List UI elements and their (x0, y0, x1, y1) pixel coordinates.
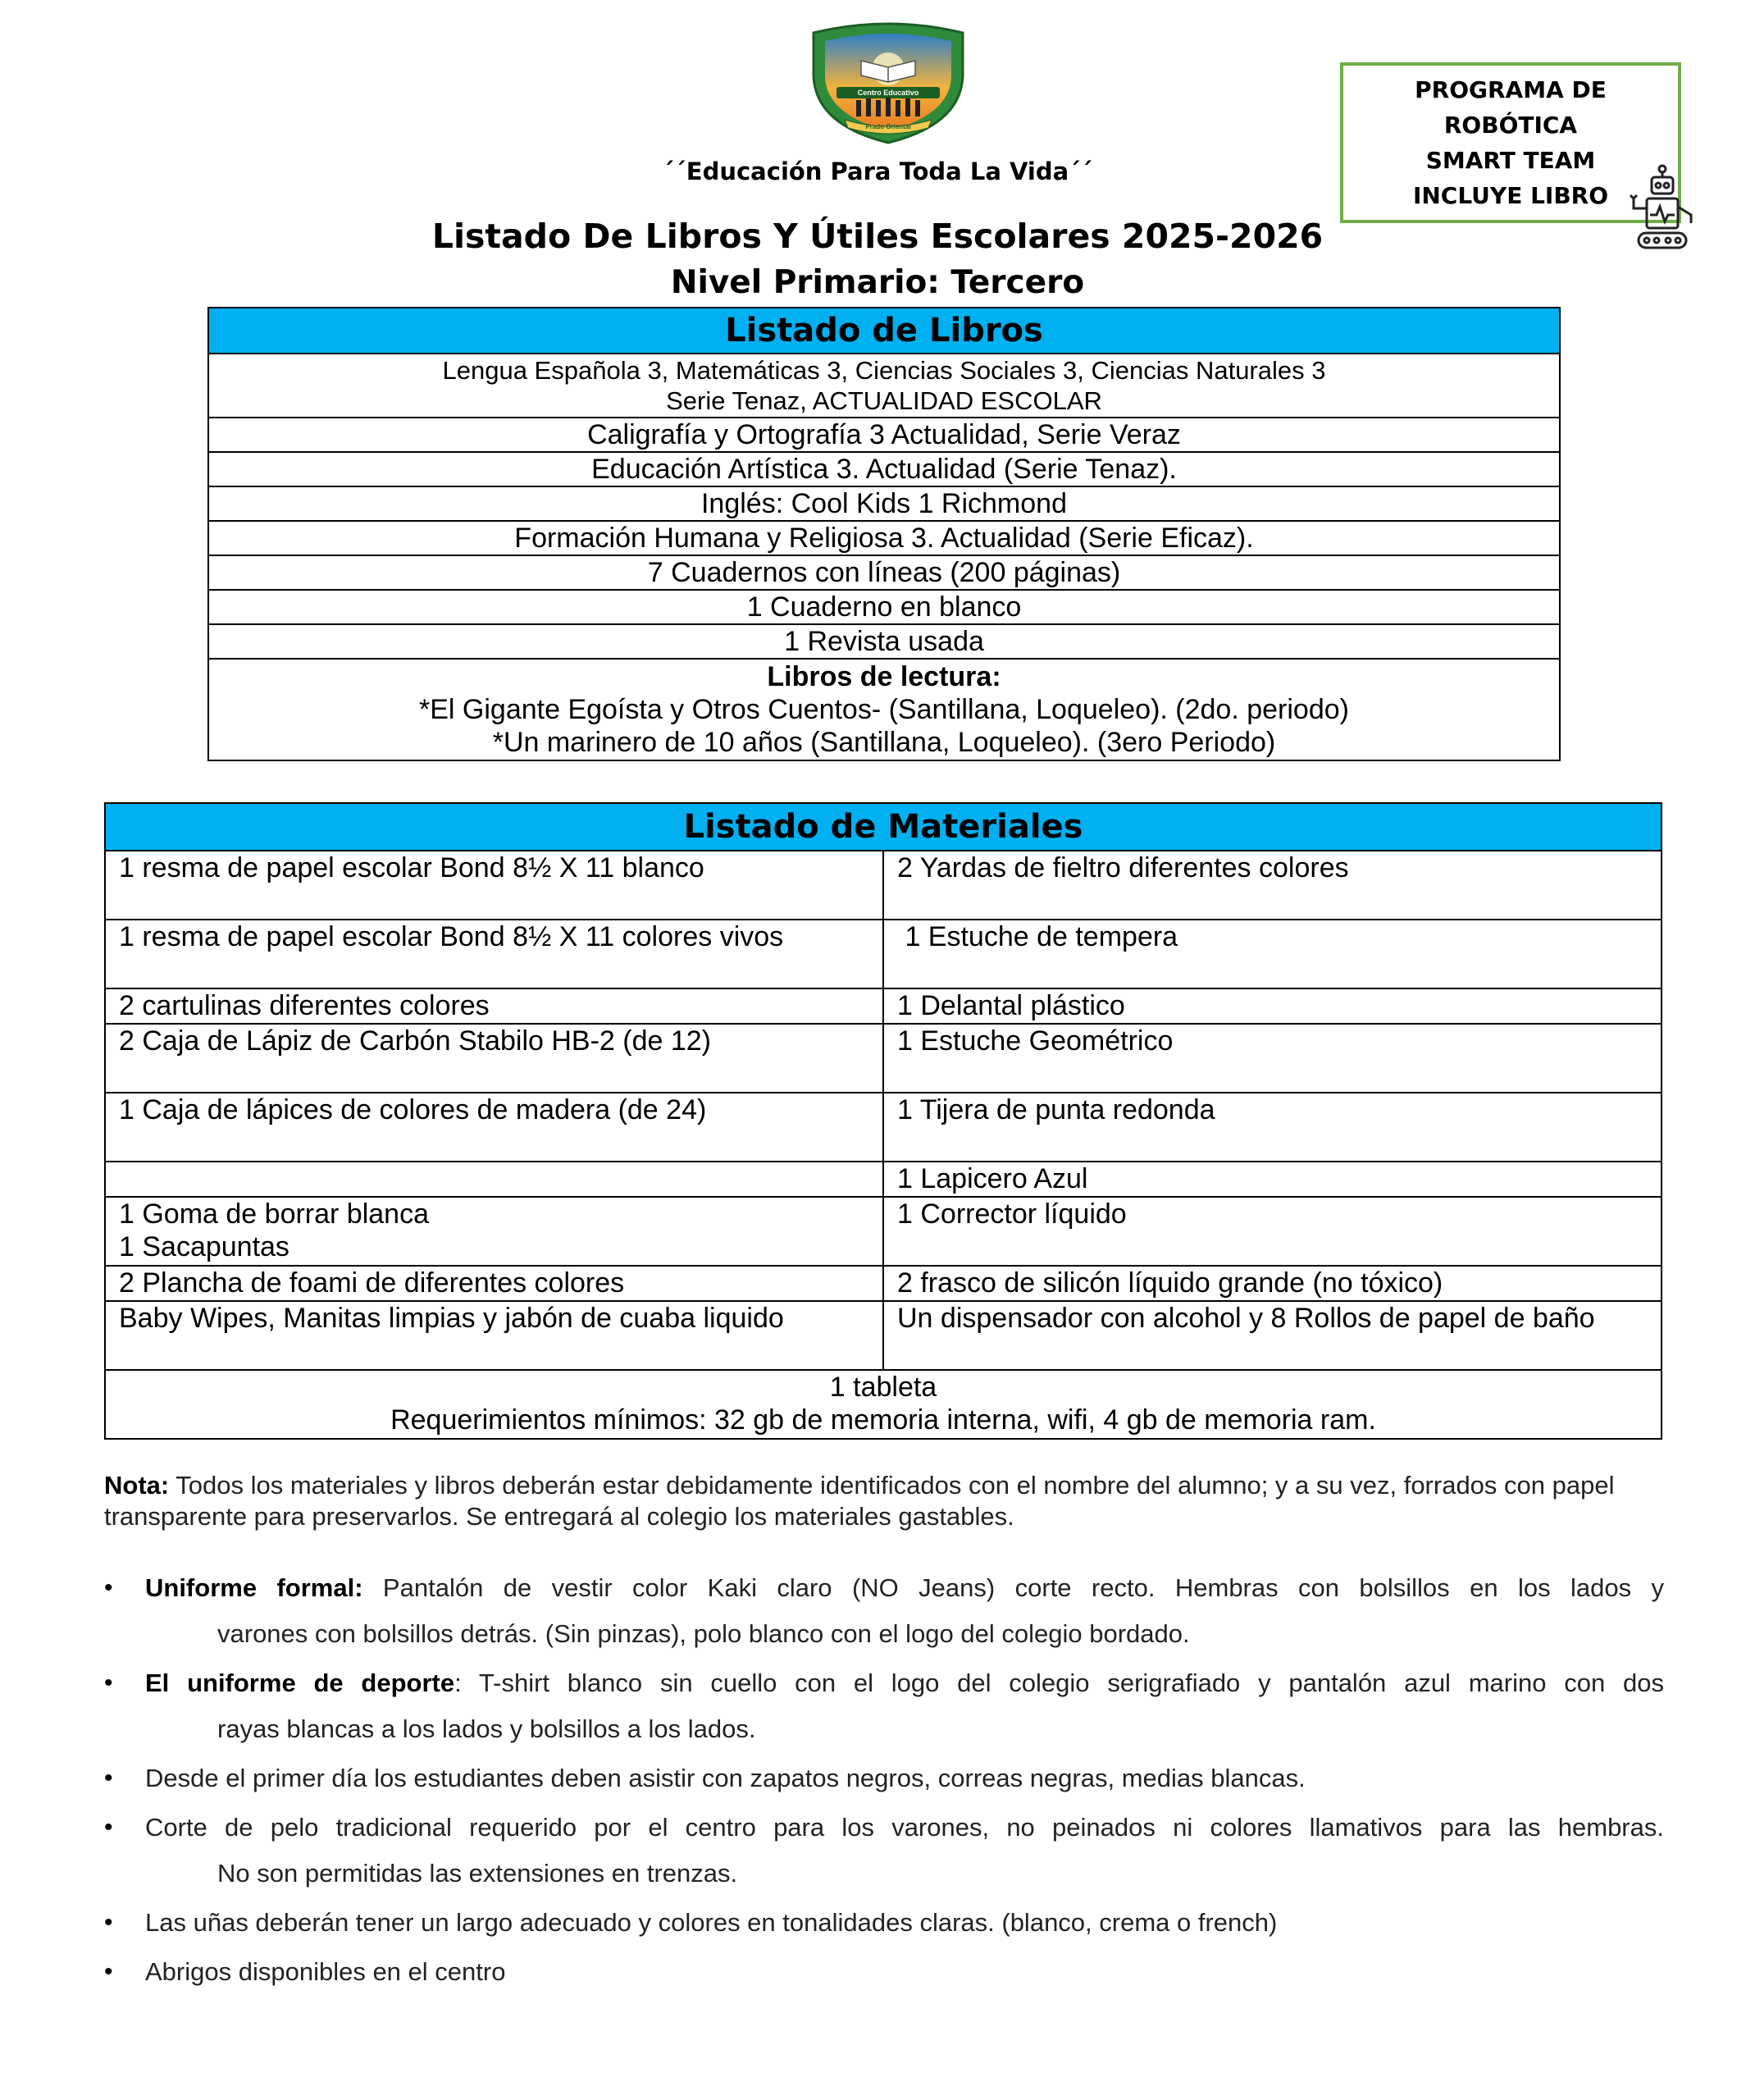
material-left: 1 resma de papel escolar Bond 8½ X 11 blanco (105, 851, 883, 920)
book-row: Inglés: Cool Kids 1 Richmond (208, 486, 1560, 521)
note-paragraph (104, 1470, 1662, 1532)
rule-item (104, 1949, 1664, 1995)
book-row: 1 Revista usada (208, 624, 1560, 659)
books-row-main-line1: Lengua Española 3, Matemáticas 3, Ciencias Sociales 3, Ciencias Naturales 3 (442, 356, 1326, 385)
rule-item-cont: varones con bolsillos detrás. (Sin pinzas), polo blanco con el logo del colegio bordado. (217, 1619, 1190, 1648)
program-line-4: INCLUYE LIBRO (1412, 182, 1609, 209)
logo-text-bottom: Prado Oriental (865, 123, 911, 130)
reading-books-cell (208, 659, 1560, 760)
school-motto: ´´Educación Para Toda La Vida´´ (662, 158, 1093, 185)
program-line-2: ROBÓTICA (1443, 112, 1578, 139)
rule-item (104, 1565, 1664, 1657)
materials-table (104, 802, 1662, 1440)
rule-item-cont: No son permitidas las extensiones en trenzas. (217, 1859, 738, 1888)
books-row-main (208, 354, 1560, 418)
rule-item (104, 1805, 1664, 1897)
material-left: 1 resma de papel escolar Bond 8½ X 11 colores vivos (105, 920, 883, 988)
material-left (105, 1197, 883, 1266)
rule-item (104, 1660, 1664, 1752)
material-right: Un dispensador con alcohol y 8 Rollos de papel de baño (883, 1301, 1662, 1370)
program-line-1: PROGRAMA DE (1415, 76, 1607, 103)
material-right: 1 Lapicero Azul (883, 1162, 1662, 1197)
rule-item-bold: Uniforme formal: (145, 1573, 363, 1602)
book-row: Caligrafía y Ortografía 3 Actualidad, Serie Veraz (208, 418, 1560, 452)
rule-item-text: : T-shirt blanco sin cuello con el logo del colegio serigrafiado y pantalón azul marino con dos (454, 1669, 1664, 1697)
materials-header: Listado de Materiales (105, 803, 1662, 851)
rule-item-bold: El uniforme de deporte (145, 1669, 455, 1697)
material-right: 1 Estuche de tempera (883, 920, 1662, 988)
rule-item-text: Las uñas deberán tener un largo adecuado y colores en tonalidades claras. (blanco, crema o french) (145, 1908, 1278, 1937)
page-title: Listado De Libros Y Útiles Escolares 2025-2026 (431, 217, 1324, 256)
book-row: 7 Cuadernos con líneas (200 páginas) (208, 555, 1560, 590)
rule-item-cont: rayas blancas a los lados y bolsillos a los lados. (217, 1714, 756, 1743)
material-right: 1 Tijera de punta redonda (883, 1093, 1662, 1162)
material-left: Baby Wipes, Manitas limpias y jabón de cuaba liquido (105, 1301, 883, 1370)
material-left: 2 Plancha de foami de diferentes colores (105, 1266, 883, 1301)
program-line-3: SMART TEAM (1425, 147, 1596, 174)
material-right: 2 frasco de silicón líquido grande (no tóxico) (883, 1266, 1662, 1301)
reading-books-title: Libros de lectura: (767, 661, 1001, 692)
tablet-requirements: Requerimientos mínimos: 32 gb de memoria interna, wifi, 4 gb de memoria ram. (390, 1404, 1376, 1436)
material-right: 2 Yardas de fieltro diferentes colores (883, 851, 1662, 920)
book-row: Formación Humana y Religiosa 3. Actualidad (Serie Eficaz). (208, 521, 1560, 555)
material-right: 1 Delantal plástico (883, 988, 1662, 1024)
books-header: Listado de Libros (208, 308, 1560, 354)
material-left-empty (105, 1162, 883, 1197)
tablet-line: 1 tableta (829, 1372, 937, 1403)
material-right: 1 Corrector líquido (883, 1197, 1662, 1266)
material-left: 2 cartulinas diferentes colores (105, 988, 883, 1024)
books-table (207, 307, 1561, 761)
books-row-main-line2: Serie Tenaz, ACTUALIDAD ESCOLAR (666, 386, 1102, 415)
book-row: 1 Cuaderno en blanco (208, 590, 1560, 624)
reading-book-1: *El Gigante Egoísta y Otros Cuentos- (Santillana, Loqueleo). (2do. periodo) (419, 694, 1349, 725)
rule-item-text: • Corte de pelo tradicional requerido por el centro para los varones, no peinados ni colores llamativos para las hembras. (145, 1813, 1664, 1842)
rule-item-text: Pantalón de vestir color Kaki claro (NO Jeans) corte recto. Hembras con bolsillos en los lados y (362, 1573, 1664, 1602)
rule-item (104, 1900, 1664, 1946)
note-label: Nota: (104, 1471, 170, 1500)
page-subtitle: Nivel Primario: Tercero (670, 264, 1085, 301)
book-row: Educación Artística 3. Actualidad (Serie Tenaz). (208, 452, 1560, 486)
material-left-line1: 1 Goma de borrar blanca (119, 1198, 429, 1230)
robot-icon (1629, 164, 1696, 253)
school-logo (797, 18, 979, 148)
rule-item-text: Desde el primer día los estudiantes deben asistir con zapatos negros, correas negras, medias blancas. (145, 1764, 1306, 1792)
material-left: 1 Caja de lápices de colores de madera (de 24) (105, 1093, 883, 1162)
rule-item (104, 1755, 1664, 1801)
material-left: 2 Caja de Lápiz de Carbón Stabilo HB-2 (de 12) (105, 1024, 883, 1093)
material-left-line2: 1 Sacapuntas (119, 1231, 289, 1262)
logo-text-top: Centro Educativo (857, 89, 919, 97)
note-text: Todos los materiales y libros deberán estar debidamente identificados con el nombre del alumno; y a su vez, forrados con papel transparente para preservarlos. Se entregará al colegio los materiales gastables. (104, 1471, 1615, 1531)
rule-item-text: Abrigos disponibles en el centro (145, 1957, 506, 1986)
material-right: 1 Estuche Geométrico (883, 1024, 1662, 1093)
tablet-requirements-cell (105, 1370, 1662, 1439)
reading-book-2: *Un marinero de 10 años (Santillana, Loqueleo). (3ero Periodo) (492, 727, 1276, 758)
rules-list (104, 1565, 1664, 1998)
